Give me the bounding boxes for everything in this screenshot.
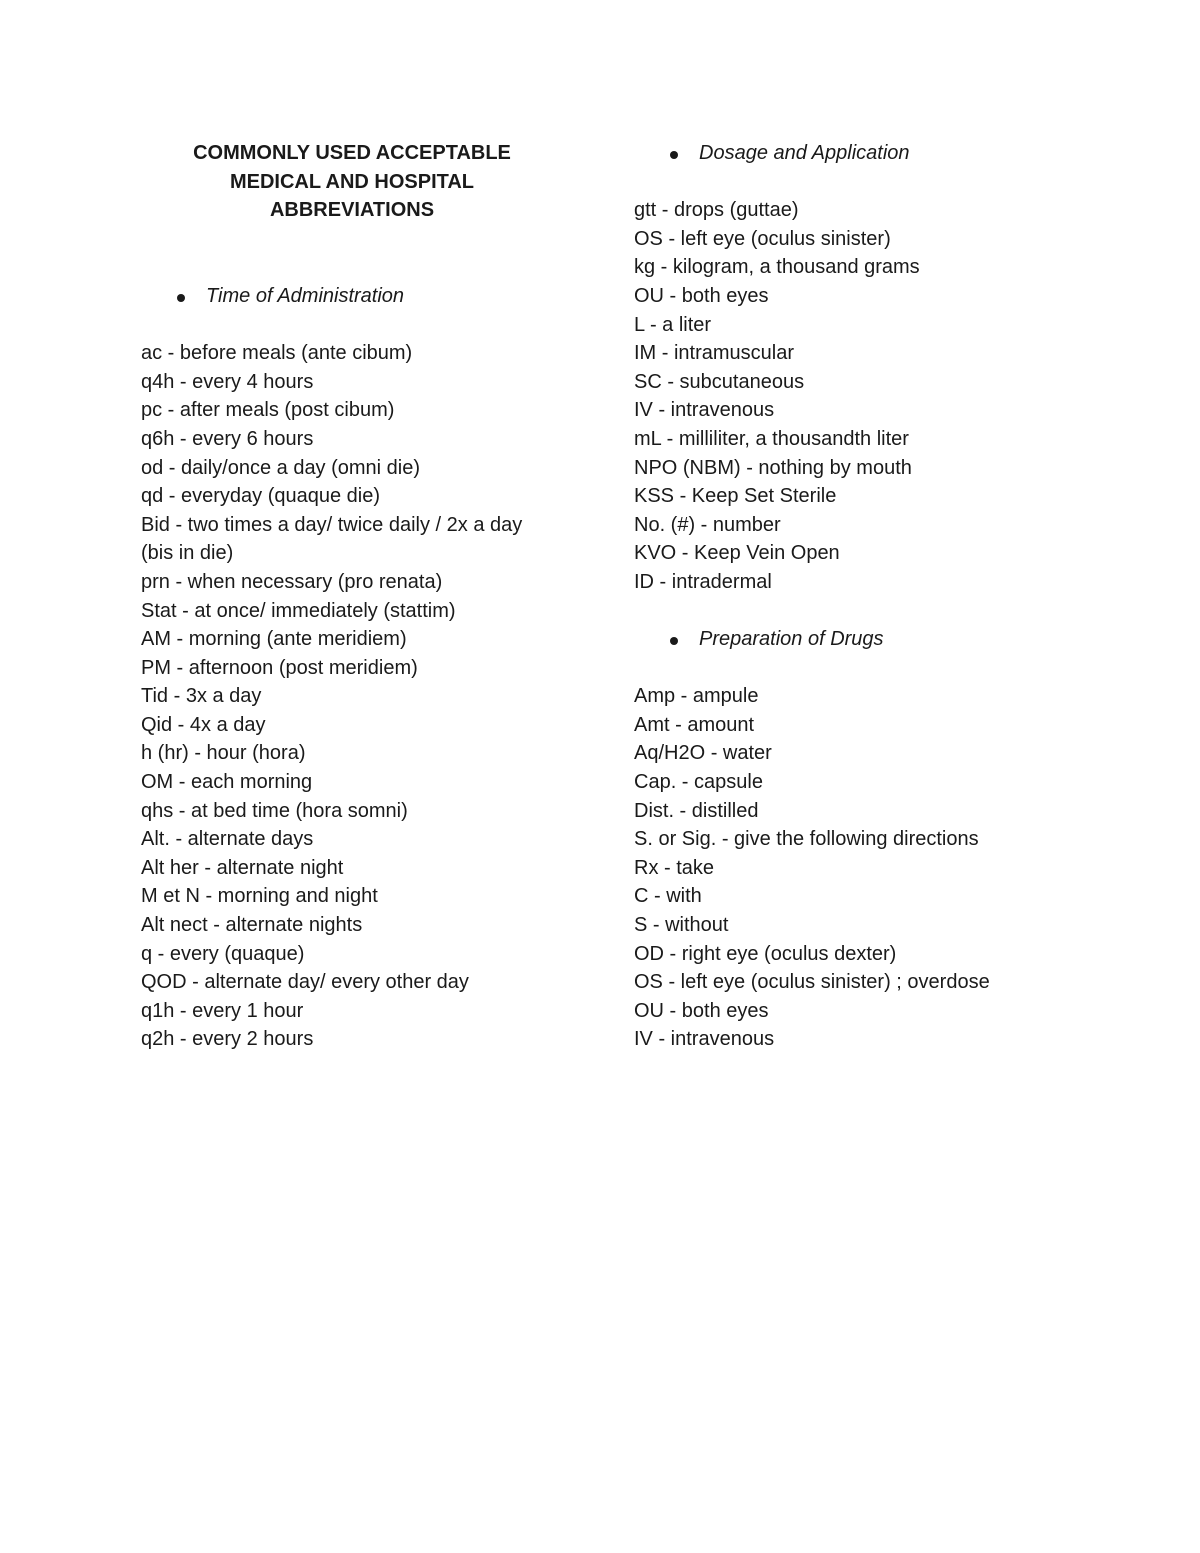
list-item: q4h - every 4 hours bbox=[141, 370, 314, 393]
list-item: OS - left eye (oculus sinister) bbox=[634, 227, 891, 250]
list-item: q2h - every 2 hours bbox=[141, 1028, 314, 1051]
list-item: Rx - take bbox=[634, 856, 715, 879]
list-item: S - without bbox=[634, 914, 729, 937]
title-line: COMMONLY USED ACCEPTABLE bbox=[193, 142, 511, 164]
list-item: Dist. - distilled bbox=[634, 799, 759, 822]
document-title bbox=[141, 139, 563, 225]
list-item: OU - both eyes bbox=[634, 284, 769, 307]
list-item: Alt nect - alternate nights bbox=[141, 914, 363, 937]
list-item: h (hr) - hour (hora) bbox=[141, 742, 306, 765]
list-item: prn - when necessary (pro renata) bbox=[141, 570, 443, 593]
list-item: Amt - amount bbox=[634, 713, 755, 736]
list-item: Tid - 3x a day bbox=[141, 685, 262, 708]
list-item: PM - afternoon (post meridiem) bbox=[141, 656, 418, 679]
section-heading-preparation-of-drugs bbox=[634, 625, 1074, 654]
section-heading-time-of-administration bbox=[141, 282, 571, 311]
list-item: ID - intradermal bbox=[634, 570, 772, 593]
title-line: ABBREVIATIONS bbox=[269, 199, 435, 222]
list-item: C - with bbox=[634, 885, 702, 908]
list-item: ac - before meals (ante cibum) bbox=[141, 342, 413, 365]
time-abbreviation-list bbox=[141, 339, 571, 1054]
list-item: OU - both eyes bbox=[634, 999, 769, 1022]
list-item: IM - intramuscular bbox=[634, 342, 795, 365]
list-item: pc - after meals (post cibum) bbox=[141, 399, 395, 422]
list-item: Stat - at once/ immediately (stattim) bbox=[141, 599, 456, 622]
section-heading-label: Preparation of Drugs bbox=[699, 628, 884, 651]
list-item: Cap. - capsule bbox=[634, 771, 763, 794]
list-item: Bid - two times a day/ twice daily / 2x a day bbox=[141, 513, 523, 536]
section-heading-dosage-and-application bbox=[634, 139, 1074, 168]
list-item: OM - each morning bbox=[141, 771, 313, 794]
list-item: IV - intravenous bbox=[634, 399, 775, 422]
bullet-icon bbox=[670, 637, 678, 645]
list-item: OS - left eye (oculus sinister) ; overdose bbox=[634, 971, 990, 994]
list-item: kg - kilogram, a thousand grams bbox=[634, 256, 920, 279]
section-heading-label: Dosage and Application bbox=[699, 142, 910, 164]
list-item: Aq/H2O - water bbox=[634, 742, 772, 765]
list-item: (bis in die) bbox=[141, 542, 234, 565]
bullet-icon bbox=[670, 151, 678, 159]
list-item: AM - morning (ante meridiem) bbox=[141, 628, 407, 651]
list-item: Qid - 4x a day bbox=[141, 713, 266, 736]
list-item: M et N - morning and night bbox=[141, 885, 378, 908]
list-item: KVO - Keep Vein Open bbox=[634, 542, 840, 565]
list-item: KSS - Keep Set Sterile bbox=[634, 485, 837, 508]
list-item: IV - intravenous bbox=[634, 1028, 775, 1051]
dosage-abbreviation-list bbox=[634, 196, 1074, 596]
list-item: QOD - alternate day/ every other day bbox=[141, 971, 469, 994]
list-item: OD - right eye (oculus dexter) bbox=[634, 942, 897, 965]
list-item: Alt. - alternate days bbox=[141, 828, 314, 851]
list-item: qd - everyday (quaque die) bbox=[141, 485, 381, 508]
right-column bbox=[634, 139, 1074, 1054]
list-item: SC - subcutaneous bbox=[634, 370, 805, 393]
list-item: od - daily/once a day (omni die) bbox=[141, 456, 421, 479]
list-item: mL - milliliter, a thousandth liter bbox=[634, 427, 909, 450]
list-item: NPO (NBM) - nothing by mouth bbox=[634, 456, 912, 479]
list-item: gtt - drops (guttae) bbox=[634, 199, 799, 222]
list-item: Amp - ampule bbox=[634, 685, 759, 708]
list-item: No. (#) - number bbox=[634, 513, 781, 536]
bullet-icon bbox=[177, 294, 185, 302]
title-line: MEDICAL AND HOSPITAL bbox=[229, 170, 475, 193]
section-heading-label: Time of Administration bbox=[206, 284, 405, 307]
left-column bbox=[141, 139, 571, 1054]
preparation-abbreviation-list bbox=[634, 682, 1074, 1054]
list-item: q1h - every 1 hour bbox=[141, 999, 304, 1022]
list-item: q6h - every 6 hours bbox=[141, 427, 314, 450]
list-item: q - every (quaque) bbox=[141, 942, 305, 965]
list-item: qhs - at bed time (hora somni) bbox=[141, 799, 408, 822]
list-item: L - a liter bbox=[634, 313, 712, 336]
list-item: S. or Sig. - give the following directions bbox=[634, 828, 979, 851]
list-item: Alt her - alternate night bbox=[141, 856, 344, 879]
